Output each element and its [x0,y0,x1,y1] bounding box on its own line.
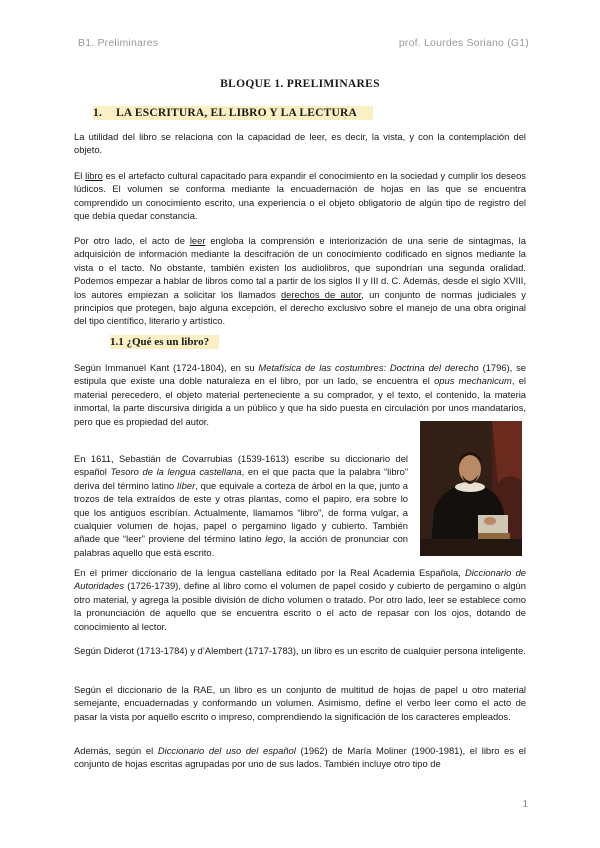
paragraph-3 [74,234,526,328]
italic-term: opus mechanicum [434,375,512,387]
running-header-right: prof. Lourdes Soriano (G1) [398,37,529,49]
italic-term: lego [265,533,283,545]
paragraph-4 [74,361,526,428]
paragraph-1: La utilidad del libro se relaciona con la capacidad de leer, es decir, la vista, y con la contemplación del objeto. [74,131,526,156]
text-run: El [74,170,86,181]
paragraph-7: Según Diderot (1713-1784) y d’Alembert (1717-1783), un libro es un escrito de cualquier persona inteligente. [74,645,526,656]
text-run: Según Immanuel Kant (1724-1804), en su [74,362,259,373]
text-run: , que equivale a corteza de árbol en la que, junto a trozos de tela extraídos de este y otras plantas, como el papiro, era sobre lo que los antiguos escribían. Actualmente, llamamos “libro”, de forma vulgar, a cualquier volumen de hojas, papel o pergamino ligado y cubierto. También añade que “leer” proviene del término latino [74,479,408,545]
page-number: 1 [522,799,528,810]
section-number: 1. [93,107,103,119]
covarrubias-portrait-image [420,421,522,556]
text-run: , el material perecedero, el objeto material perteneciente a su comprador, y el texto, el contenido, la materia inmortal, la parte discursiva dirigida a un público y que ha sido puesta en circulación por unos mandatarios, pero que es propiedad del autor. [74,375,526,427]
paragraph-8: Según el diccionario de la RAE, un libro es un conjunto de multitud de hojas de papel u otro material semejante, encuadernadas y conformando un volumen. Asimismo, define el verbo leer como el acto de pasar la vista por aquello escrito o impreso, comprendiendo la significación de los caracteres empleados. [74,684,526,722]
link-libro[interactable]: libro [85,170,103,181]
italic-term: líber [176,479,196,491]
text-run: (1726-1739), define al libro como el volumen de papel cosido y cubierto de pergamino o algún otro material, y agrega la posible división de dicho volumen o tratado. Por otro lado, leer se establece como la pronunciación de aquello que se encuentra escrito o el acto de repasar con los ojos, dotando de conocimiento al lector. [74,580,526,632]
paragraph-5 [74,452,408,559]
italic-title: Diccionario del uso del español [157,745,296,756]
italic-title: Tesoro de la lengua castellana [110,466,242,478]
link-leer[interactable]: leer [189,235,206,246]
text-run: En el primer diccionario de la lengua castellana editado por la Real Academia Española, [74,567,465,578]
link-derechos-de-autor[interactable]: derechos de autor [280,288,362,300]
text-run: es el artefacto cultural capacitado para expandir el conocimiento en la sociedad y cumplir los deseos lúdicos. El volumen se conforma mediante la encuadernación de hojas en las que se encuentra comprendido un conocimiento escrito, una experiencia o el objeto obligatorio de algún tipo de registro del que debía quedar constancia. [74,170,526,222]
text-run: , la acción de pronunciar con palabras aquello que está escrito. [74,533,408,558]
subsection-heading: 1.1 ¿Qué es un libro? [110,335,219,349]
section-title: LA ESCRITURA, EL LIBRO Y LA LECTURA [116,107,358,119]
document-title: BLOQUE 1. PRELIMINARES [220,78,380,90]
paragraph-2 [74,169,526,223]
italic-title: Metafísica de las costumbres: Doctrina del derecho [258,362,479,373]
text-run: , en el que pacta que la palabra “libro” deriva del término latino [74,466,408,491]
paragraph-6 [74,566,526,633]
paragraph-9 [74,744,526,771]
text-run: En 1611, Sebastián de Covarrubias (1539-1613) escribe su diccionario del español [74,453,408,478]
text-run: , un conjunto de normas judiciales y principios que protegen, bajo alguna excepción, el derecho exclusivo sobre el manejo de una obra original del tipo científico, literario y artístico. [74,288,526,327]
text-run: Además, según el [74,745,158,756]
text-run: (1962) de María Moliner (1900-1981), el libro es el conjunto de hojas escritas agrupadas por uno de sus lados. También incluye otro tipo de [74,745,526,770]
text-run: (1796), se estipula que existe una doble naturaleza en el libro, por un lado, se encuentra el [74,362,526,387]
text-run: engloba la comprensión e interiorización de una serie de sintagmas, la adquisición de información mediante la descifración de un conocimiento codificado en signos mediante la vista o el tacto. No obstante, también existen los audiolibros, que supondrían una segunda oralidad. Podemos empezar a hablar de libros como tal a partir de los siglos II y III d. C. Además, desde el siglo XVIII, los autores empiezan a solicitar los llamados [74,235,526,300]
italic-title: Diccionario de Autoridades [74,567,526,592]
section-heading [93,106,373,120]
text-run: Por otro lado, el acto de [74,235,190,246]
running-header-left: B1. Preliminares [78,37,159,49]
